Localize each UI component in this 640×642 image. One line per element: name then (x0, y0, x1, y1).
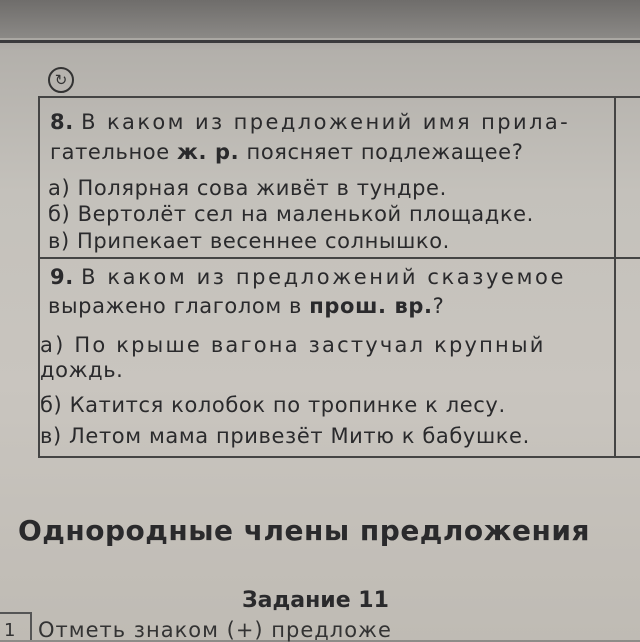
top-rule (0, 40, 640, 43)
q9-line1-text: В каком из предложений сказуемое (81, 265, 566, 289)
q8-option-b: б) Вертолёт сел на маленькой площадке. (48, 202, 534, 226)
q8-line2 (50, 140, 523, 164)
section-title: Однородные члены предложения (18, 514, 590, 547)
q9-option-b: б) Катится колобок по тропинке к лесу. (40, 393, 506, 417)
q8-line1-text: В каком из предложений имя прила- (81, 110, 571, 134)
row-divider-ext (616, 257, 640, 259)
row-divider (38, 257, 616, 259)
q9-line2 (48, 294, 444, 318)
answer-column (616, 96, 640, 458)
page-edge-shadow (0, 0, 640, 38)
q8-option-a: а) Полярная сова живёт в тундре. (48, 176, 447, 200)
q9-line1 (50, 265, 566, 289)
bottom-item-number: 1 (4, 620, 16, 641)
q8-line2-a: гательное (50, 140, 178, 164)
q8-line2-c: поясняет подлежащее? (239, 140, 524, 164)
q9-option-a-line1: а) По крыше вагона застучал крупный (40, 333, 546, 357)
q9-option-a-line2: дождь. (40, 358, 124, 382)
q9-line2-c: ? (432, 294, 445, 318)
q9-line2-a: выражено глаголом в (48, 294, 310, 318)
bottom-instruction: Отметь знаком (+) предложе (38, 618, 392, 642)
q8-number: 8. (50, 110, 74, 134)
q8-option-c: в) Припекает весеннее солнышко. (48, 229, 450, 253)
task-title: Задание 11 (242, 588, 389, 613)
q8-line1 (50, 110, 602, 134)
q9-line2-b: прош. вр. (309, 294, 433, 318)
q9-option-c: в) Летом мама привезёт Митю к бабушке. (40, 424, 530, 448)
task-circle-icon: ↻ (48, 67, 74, 93)
q8-line2-b: ж. р. (177, 140, 240, 164)
q9-number: 9. (50, 265, 74, 289)
